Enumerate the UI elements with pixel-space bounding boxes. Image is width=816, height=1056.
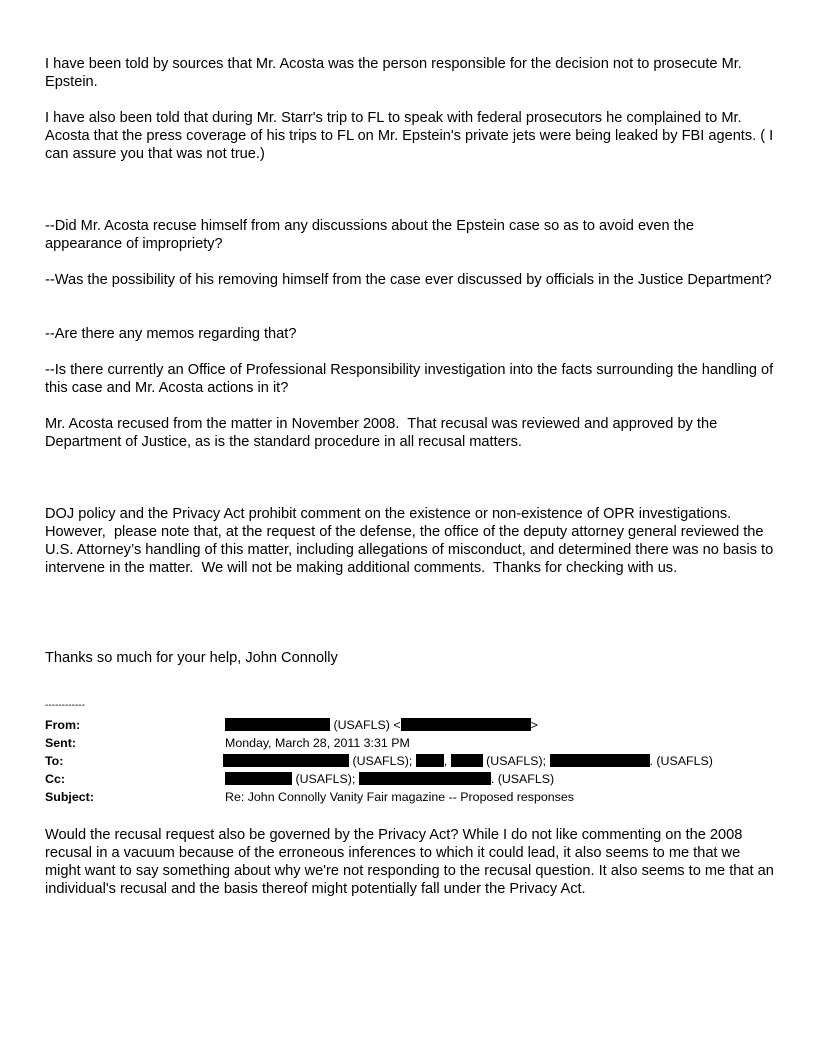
- to-org-1: (USAFLS);: [352, 754, 413, 768]
- subject-label: Subject:: [45, 790, 94, 804]
- from-label: From:: [45, 718, 81, 732]
- question-opr: --Is there currently an Office of Professional Responsibility investigation into the facts surrounding the handling of this case and Mr. Acosta actions in it?: [45, 362, 778, 396]
- sent-value: Monday, March 28, 2011 3:31 PM: [225, 736, 410, 750]
- to-label: To:: [45, 754, 64, 768]
- sent-row: [45, 734, 785, 752]
- paragraph-starr-trip: I have also been told that during Mr. Starr's trip to FL to speak with federal prosecutors he complained to Mr. Acosta that the press coverage of his trips to FL on Mr. Epstein's private jets were being leaked by FBI agents. ( I can assure you that was not true.): [45, 110, 778, 162]
- subject-row: [45, 788, 785, 806]
- question-recuse: --Did Mr. Acosta recuse himself from any discussions about the Epstein case so as to avoid even the appearance of impropriety?: [45, 218, 698, 252]
- from-org: (USAFLS) <: [333, 718, 401, 732]
- to-org-2: (USAFLS);: [486, 754, 547, 768]
- redaction-block: [223, 754, 349, 767]
- to-comma: ,: [443, 754, 448, 768]
- from-row: [45, 716, 785, 734]
- redaction-block: [550, 754, 650, 767]
- question-memos: --Are there any memos regarding that?: [45, 326, 297, 342]
- cc-org-1: (USAFLS);: [295, 772, 356, 786]
- redaction-block: [451, 754, 483, 767]
- to-org-3: . (USAFLS): [649, 754, 713, 768]
- to-row: [45, 752, 785, 770]
- reply-paragraph: Would the recusal request also be governed by the Privacy Act? While I do not like commenting on the 2008 recusal in a vacuum because of the erroneous inferences to which it could lead, it also seems to me that we might want to say something about why we're not responding to the recusal question. It also seems to me that an individual's recusal and the basis thereof might potentially fall under the Privacy Act.: [45, 827, 778, 897]
- redaction-block: [416, 754, 444, 767]
- redaction-block: [225, 772, 292, 785]
- thanks-line: Thanks so much for your help, John Connolly: [45, 650, 338, 666]
- sent-label: Sent:: [45, 736, 76, 750]
- subject-value: Re: John Connolly Vanity Fair magazine -- Proposed responses: [225, 790, 574, 804]
- redaction-block: [401, 718, 531, 731]
- from-close: >: [530, 718, 538, 732]
- cc-label: Cc:: [45, 772, 65, 786]
- paragraph-sources: I have been told by sources that Mr. Acosta was the person responsible for the decision not to prosecute Mr. Epstein.: [45, 56, 746, 90]
- answer-recusal: Mr. Acosta recused from the matter in November 2008. That recusal was reviewed and approved by the Department of Justice, as is the standard procedure in all recusal matters.: [45, 416, 722, 450]
- redaction-block: [225, 718, 330, 731]
- question-removing: --Was the possibility of his removing himself from the case ever discussed by officials in the Justice Department?: [45, 272, 772, 288]
- header-separator: ------------: [45, 700, 85, 711]
- redaction-block: [359, 772, 491, 785]
- cc-org-2: . (USAFLS): [490, 772, 555, 786]
- cc-row: [45, 770, 785, 788]
- answer-doj-policy: DOJ policy and the Privacy Act prohibit comment on the existence or non-existence of OPR investigations. However, please note that, at the request of the defense, the office of the deputy attorney general reviewed the U.S. Attorney’s handling of this matter, including allegations of misconduct, and determined there was no basis to intervene in the matter. We will not be making additional comments. Thanks for checking with us.: [45, 506, 778, 576]
